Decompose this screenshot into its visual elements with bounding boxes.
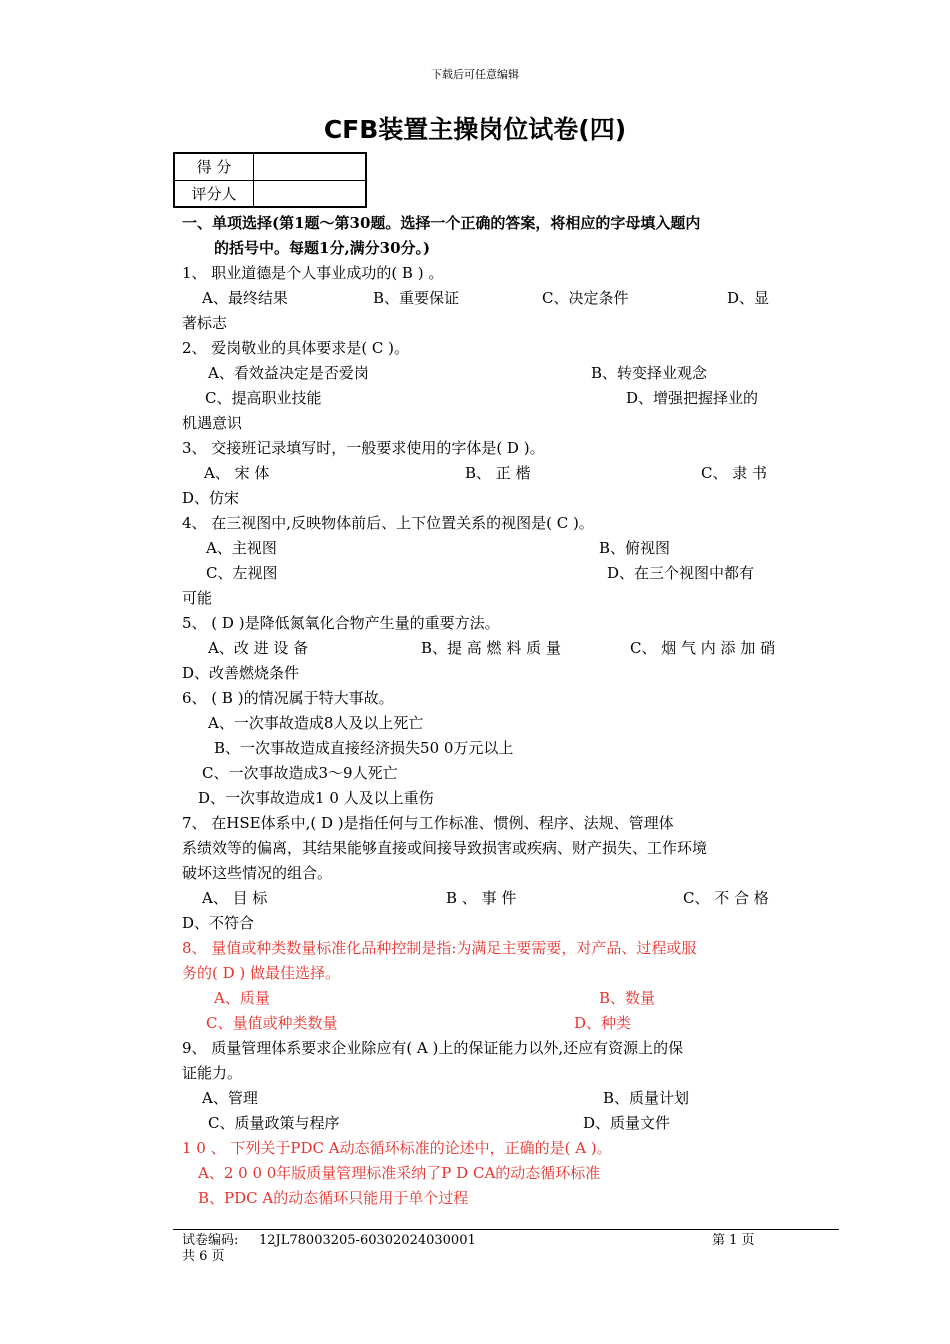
question-2: 2、 爱岗敬业的具体要求是( C )。 [182,339,410,357]
question-8-line2: 务的( D ) 做最佳选择。 [182,964,341,982]
q2-option-d-cont: 机遇意识 [182,414,243,432]
q7-option-c: C、 不 合 格 [683,889,769,907]
q1-option-b: B、重要保证 [373,289,460,307]
q4-option-c: C、左视图 [206,564,278,582]
watermark-text: 下载后可任意编辑 [431,68,519,81]
q6-option-b: B、一次事故造成直接经济损失50 0万元以上 [214,739,514,757]
score-table [173,152,367,208]
q1-option-c: C、决定条件 [542,289,629,307]
question-8: 8、 量值或种类数量标准化品种控制是指:为满足主要需要，对产品、过程或服 [182,939,697,957]
question-3: 3、 交接班记录填写时，一般要求使用的字体是( D )。 [182,439,545,457]
question-9-line2: 证能力。 [182,1064,243,1082]
q9-option-d: D、质量文件 [583,1114,671,1132]
q4-option-d-cont: 可能 [182,589,213,607]
q2-option-d: D、增强把握择业的 [626,389,759,407]
section-heading-line2: 的括号中。每题1分,满分30分。) [214,239,431,257]
q1-option-d: D、显 [727,289,770,307]
question-5: 5、 ( D )是降低氮氧化合物产生量的重要方法。 [182,614,500,632]
footer-page-number: 第 1 页 [712,1233,755,1248]
q5-option-b: B、提 高 燃 料 质 量 [421,639,561,657]
q6-option-a: A、一次事故造成8人及以上死亡 [208,714,424,732]
q6-option-c: C、一次事故造成3～9人死亡 [202,764,398,782]
q4-option-d: D、在三个视图中都有 [607,564,755,582]
grader-row [175,181,365,207]
q10-option-b: B、PDC A的动态循环只能用于单个过程 [198,1189,469,1207]
q5-option-a: A、改 进 设 备 [208,639,309,657]
question-4: 4、 在三视图中,反映物体前后、上下位置关系的视图是( C )。 [182,514,594,532]
q9-option-a: A、管理 [202,1089,258,1107]
q4-option-a: A、主视图 [206,539,277,557]
q1-option-d-cont: 著标志 [182,314,228,332]
q2-option-c: C、提高职业技能 [205,389,322,407]
score-label: 得 分 [175,154,254,180]
q3-option-c: C、 隶 书 [701,464,768,482]
section-heading-line1: 一、单项选择(第1题～第30题。选择一个正确的答案，将相应的字母填入题内 [182,214,701,232]
q6-option-d: D、一次事故造成1 0 人及以上重伤 [198,789,434,807]
footer-total-pages: 共 6 页 [182,1249,225,1264]
q5-option-c: C、 烟 气 内 添 加 硝 [630,639,776,657]
q3-option-b: B、 正 楷 [465,464,531,482]
q8-option-d: D、种类 [574,1014,632,1032]
q8-option-b: B、数量 [599,989,656,1007]
question-7: 7、 在HSE体系中,( D )是指任何与工作标准、惯例、程序、法规、管理体 [182,814,674,832]
footer-code-label: 试卷编码: [182,1233,239,1248]
q8-option-c: C、量值或种类数量 [206,1014,338,1032]
q2-option-a: A、看效益决定是否爱岗 [208,364,369,382]
q5-option-d: D、改善燃烧条件 [182,664,300,682]
question-10: 1 0 、 下列关于PDC A动态循环标准的论述中，正确的是( A )。 [182,1139,612,1157]
q9-option-b: B、质量计划 [603,1089,690,1107]
q7-option-a: A、 目 标 [202,889,268,907]
q10-option-a: A、2 0 0 0年版质量管理标准采纳了P D CA的动态循环标准 [198,1164,601,1182]
score-row [175,154,365,181]
question-7-line3: 破坏这些情况的组合。 [182,864,333,882]
question-1: 1、 职业道德是个人事业成功的( B ) 。 [182,264,444,282]
question-9: 9、 质量管理体系要求企业除应有( A )上的保证能力以外,还应有资源上的保 [182,1039,684,1057]
question-7-line2: 系绩效等的偏离，其结果能够直接或间接导致损害或疾病、财产损失、工作环境 [182,839,708,857]
q2-option-b: B、转变择业观念 [591,364,708,382]
q7-option-b: B 、 事 件 [446,889,517,907]
footer-rule [173,1229,839,1230]
q3-option-a: A、 宋 体 [204,464,270,482]
page-title: CFB装置主操岗位试卷(四) [323,115,627,144]
footer-code-value: 12JL78003205-60302024030001 [259,1233,476,1248]
q8-option-a: A、质量 [214,989,270,1007]
question-6: 6、 ( B )的情况属于特大事故。 [182,689,394,707]
q7-option-d: D、不符合 [182,914,255,932]
q3-option-d: D、仿宋 [182,489,240,507]
q9-option-c: C、质量政策与程序 [208,1114,340,1132]
q1-option-a: A、最终结果 [202,289,288,307]
grader-label: 评分人 [175,181,254,207]
q4-option-b: B、俯视图 [599,539,671,557]
